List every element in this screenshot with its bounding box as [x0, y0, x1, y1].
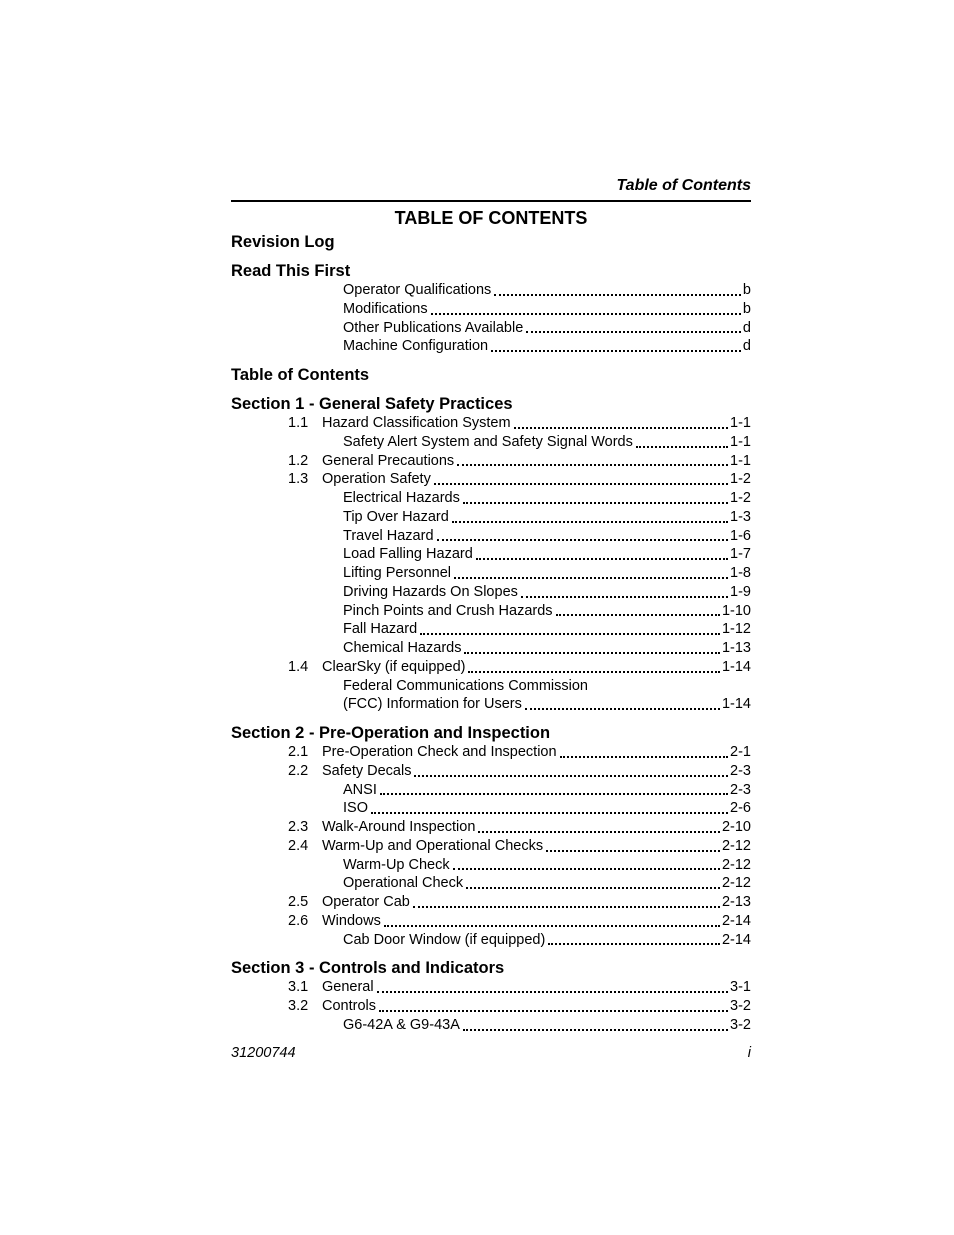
toc-group-heading[interactable]: Read This First — [231, 262, 351, 280]
toc-entry-page: 1-1 — [730, 452, 751, 469]
toc-entry-page: 2-10 — [721, 819, 751, 835]
toc-entry-title: Travel Hazard — [343, 527, 434, 544]
dot-leader — [413, 906, 720, 908]
dot-leader — [437, 539, 729, 541]
toc-entry-title: Lifting Personnel — [343, 565, 452, 581]
toc-entry[interactable] — [231, 527, 751, 546]
toc-entry-title: Operator Cab — [322, 894, 410, 910]
toc-group-heading[interactable]: Section 1 - General Safety Practices — [231, 395, 513, 413]
toc-entry-page: 2-12 — [721, 837, 751, 854]
toc-entry-page: 1-2 — [730, 490, 751, 506]
toc-entry[interactable] — [231, 912, 751, 931]
toc-entry-page: 1-1 — [730, 433, 751, 450]
toc-entry[interactable] — [231, 893, 751, 912]
toc-entry[interactable] — [231, 452, 751, 471]
dot-leader — [494, 294, 741, 296]
toc-entry-title: Operation Safety — [322, 471, 431, 488]
toc-entry-page: 1-7 — [730, 546, 751, 563]
toc-entry[interactable] — [231, 781, 751, 800]
toc-entry-number: 2.5 — [288, 894, 309, 910]
dot-leader — [491, 350, 741, 352]
toc-entry[interactable] — [231, 281, 751, 300]
toc-entry-title: General — [322, 979, 374, 996]
toc-entry-title: ClearSky (if equipped) — [322, 658, 466, 675]
toc-entry-title: Operator Qualifications — [343, 282, 492, 298]
dot-leader — [464, 652, 720, 654]
toc-entry-number: 2.1 — [288, 744, 309, 760]
toc-entry[interactable] — [231, 762, 751, 781]
dot-leader — [636, 446, 728, 448]
toc-entry-title: Driving Hazards On Slopes — [343, 583, 518, 600]
dot-leader — [526, 331, 741, 333]
dot-leader — [556, 614, 720, 616]
toc-entry-number: 3.2 — [288, 998, 309, 1014]
toc-entry[interactable] — [231, 1016, 751, 1035]
toc-entry-title: Load Falling Hazard — [343, 546, 473, 563]
toc-entry-page: 2-14 — [721, 912, 751, 929]
toc-entry-title: Warm-Up and Operational Checks — [322, 837, 544, 854]
toc-entry[interactable] — [231, 874, 751, 893]
toc-entry-title: Pinch Points and Crush Hazards — [343, 602, 553, 619]
toc-entry-page: 1-1 — [730, 415, 751, 431]
toc-entry-title: Operational Check — [343, 875, 464, 892]
toc-group-heading[interactable]: Section 3 - Controls and Indicators — [231, 959, 505, 978]
toc-entry-number: 3.1 — [288, 979, 309, 996]
dot-leader — [466, 887, 720, 889]
toc-entry[interactable] — [231, 695, 751, 714]
dot-leader — [546, 850, 720, 852]
toc-entry[interactable] — [231, 743, 751, 762]
toc-entry-page: 3-1 — [730, 979, 751, 996]
toc-entry[interactable] — [231, 337, 751, 356]
toc-entry[interactable] — [231, 319, 751, 338]
toc-entry-title: Fall Hazard — [343, 621, 418, 638]
toc-entry[interactable] — [231, 508, 751, 527]
toc-entry-number: 1.4 — [288, 658, 309, 675]
dot-leader — [379, 1010, 728, 1012]
dot-leader — [414, 775, 728, 777]
toc-entry-page: 1-9 — [730, 583, 751, 600]
dot-leader — [463, 502, 728, 504]
toc-entry-page: 1-14 — [721, 696, 751, 713]
toc-entry-title: Windows — [322, 912, 381, 929]
toc-entry[interactable] — [231, 414, 751, 433]
dot-leader — [377, 991, 728, 993]
toc-entry-title: Pre-Operation Check and Inspection — [322, 744, 557, 760]
toc-entry-title: (FCC) Information for Users — [343, 696, 522, 713]
toc-entry-number: 2.2 — [288, 762, 309, 779]
page-title: TABLE OF CONTENTS — [394, 208, 588, 228]
toc-group-heading[interactable]: Section 2 - Pre-Operation and Inspection — [231, 724, 551, 742]
toc-entry-page: 3-2 — [730, 998, 751, 1014]
toc-entry[interactable] — [231, 545, 751, 564]
toc-entry-title: Tip Over Hazard — [343, 508, 449, 525]
toc-entry[interactable] — [231, 818, 751, 837]
dot-leader — [463, 1029, 728, 1031]
dot-leader — [420, 633, 720, 635]
toc-entry-number: 1.2 — [288, 452, 309, 469]
toc-entry[interactable] — [231, 856, 751, 875]
dot-leader — [453, 868, 720, 870]
toc-group — [231, 261, 751, 356]
toc-entry-page: 2-6 — [730, 800, 751, 817]
toc-entry[interactable] — [231, 837, 751, 856]
dot-leader — [468, 671, 720, 673]
toc-entry[interactable] — [231, 583, 751, 602]
toc-entry[interactable] — [231, 931, 751, 950]
toc-entry-title: Controls — [322, 998, 376, 1014]
toc-entry-title: Other Publications Available — [343, 319, 524, 336]
dot-leader — [560, 756, 728, 758]
toc-group-heading[interactable]: Table of Contents — [231, 366, 370, 384]
dot-leader — [380, 793, 728, 795]
toc-entry-page: 2-3 — [730, 762, 751, 779]
toc-entry-title: Walk-Around Inspection — [322, 819, 476, 835]
toc-entry-number: 2.3 — [288, 819, 309, 835]
toc-entry[interactable] — [231, 489, 751, 508]
toc-entry-number: 2.6 — [288, 912, 309, 929]
toc-entry-page: 3-2 — [730, 1016, 751, 1033]
toc-entry-title: Chemical Hazards — [343, 640, 462, 656]
toc-entry[interactable] — [231, 658, 751, 677]
toc-entry[interactable] — [231, 997, 751, 1016]
toc-entry-title: Safety Decals — [322, 762, 412, 779]
toc-entry-page: 1-3 — [730, 508, 751, 525]
toc-group — [231, 394, 751, 714]
toc-entry-page: 2-13 — [721, 894, 751, 910]
dot-leader — [431, 313, 741, 315]
toc-group — [231, 958, 751, 1034]
dot-leader — [521, 596, 728, 598]
toc-group-heading[interactable]: Revision Log — [231, 233, 335, 251]
toc-entry[interactable] — [231, 300, 751, 319]
toc-entry-page: b — [742, 300, 751, 317]
toc-entry[interactable] — [231, 639, 751, 658]
dot-leader — [478, 831, 720, 833]
toc-entry-title: Federal Communications Commission — [343, 677, 588, 694]
toc-group — [231, 232, 751, 252]
toc-entry-title: Modifications — [343, 300, 428, 317]
toc-entry-page: d — [742, 319, 751, 336]
toc-entry-page: 1-13 — [721, 640, 751, 656]
page-number: i — [747, 1045, 751, 1061]
toc-entry[interactable] — [231, 978, 751, 997]
running-header: Table of Contents — [616, 177, 751, 194]
dot-leader — [371, 812, 728, 814]
dot-leader — [384, 925, 720, 927]
table-of-contents — [231, 232, 751, 1035]
dot-leader — [452, 521, 728, 523]
toc-entry[interactable] — [231, 799, 751, 818]
toc-entry-number: 2.4 — [288, 837, 309, 854]
dot-leader — [514, 427, 728, 429]
toc-entry[interactable] — [231, 433, 751, 452]
toc-entry-title: Machine Configuration — [343, 338, 489, 355]
toc-entry-number: 1.3 — [288, 471, 309, 488]
toc-entry-title: Cab Door Window (if equipped) — [343, 931, 546, 948]
toc-entry-page: 1-12 — [721, 621, 751, 638]
toc-entry-page: 2-14 — [721, 931, 751, 948]
toc-entry-title: Safety Alert System and Safety Signal Words — [343, 433, 633, 450]
toc-entry-page: 1-2 — [730, 471, 751, 488]
dot-leader — [434, 483, 728, 485]
toc-entry-page: 2-1 — [730, 744, 751, 760]
dot-leader — [548, 943, 720, 945]
dot-leader — [476, 558, 728, 560]
toc-entry-title: G6-42A & G9-43A — [343, 1016, 460, 1033]
toc-entry[interactable] — [231, 470, 751, 489]
dot-leader — [457, 464, 728, 466]
toc-entry[interactable] — [231, 620, 751, 639]
toc-entry-page: 1-8 — [730, 565, 751, 581]
document-number: 31200744 — [231, 1045, 296, 1061]
toc-group — [231, 365, 751, 385]
dot-leader — [525, 708, 720, 710]
toc-entry[interactable] — [231, 677, 751, 696]
toc-entry-page: 1-10 — [721, 602, 751, 619]
toc-entry-title: General Precautions — [322, 452, 455, 469]
header-rule — [231, 200, 751, 202]
toc-entry-page: d — [742, 338, 751, 355]
toc-entry-title: Electrical Hazards — [343, 490, 460, 506]
toc-entry-page: 2-3 — [730, 781, 751, 798]
toc-entry-page: 1-6 — [730, 527, 751, 544]
toc-entry-page: b — [742, 282, 751, 298]
toc-entry-number: 1.1 — [288, 415, 309, 431]
toc-entry-page: 2-12 — [721, 856, 751, 873]
toc-entry-page: 1-14 — [721, 658, 751, 675]
dot-leader — [454, 577, 728, 579]
toc-entry-page: 2-12 — [721, 875, 751, 892]
toc-group — [231, 723, 751, 949]
toc-entry-title: ISO — [343, 800, 368, 817]
toc-entry-title: Hazard Classification System — [322, 415, 511, 431]
toc-entry-title: ANSI — [343, 781, 377, 798]
toc-entry[interactable] — [231, 602, 751, 621]
toc-entry[interactable] — [231, 564, 751, 583]
toc-entry-title: Warm-Up Check — [343, 856, 450, 873]
